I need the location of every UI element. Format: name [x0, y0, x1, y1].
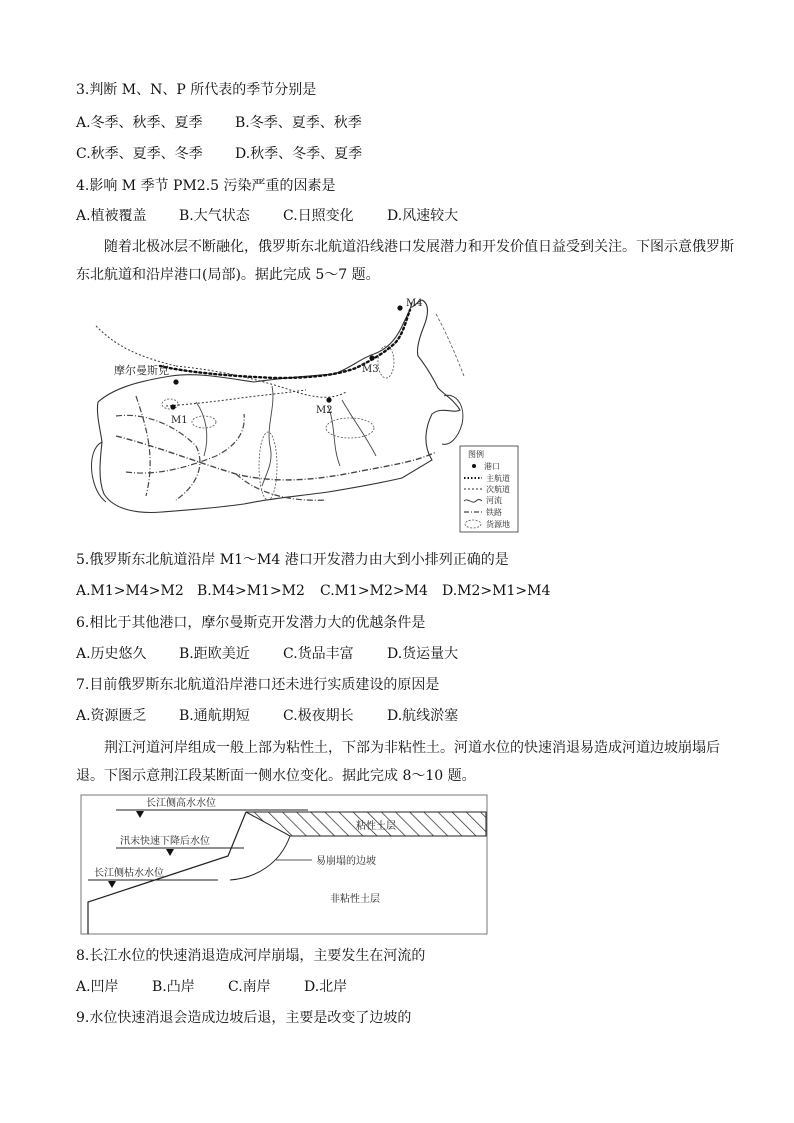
- label-m2: M2: [316, 405, 333, 416]
- q4-option-b: B.大气状态: [179, 208, 250, 224]
- russia-route-map: [76, 296, 522, 536]
- q7-stem: 7.目前俄罗斯东北航道沿岸港口还未进行实质建设的原因是: [76, 677, 440, 693]
- q3-option-a: A.冬季、秋季、夏季: [76, 115, 203, 131]
- q4-option-a: A.植被覆盖: [76, 208, 147, 224]
- fall-water-marker: [166, 849, 174, 856]
- legend-port-dot: [472, 464, 476, 468]
- q5-option-c: C.M1>M2>M4: [320, 583, 428, 599]
- q4-stem: 4.影响 M 季节 PM2.5 污染严重的因素是: [76, 178, 336, 194]
- map-legend: [460, 446, 518, 532]
- intro-text-jingjiang: 荆江河道河岸组成一般上部为粘性土，下部为非粘性土。河道水位的快速消退易造成河道边坡崩塌后退。下图示意荆江段某断面一侧水位变化。据此完成 8～10 题。: [76, 740, 720, 784]
- collapse-arc: [230, 836, 290, 880]
- q6-stem: 6.相比于其他港口，摩尔曼斯克开发潜力大的优越条件是: [76, 615, 426, 631]
- label-high-water: 长江侧高水水位: [146, 798, 216, 809]
- label-m1: M1: [171, 415, 188, 426]
- intro-text-russia: 随着北极冰层不断融化，俄罗斯东北航道沿线港口发展潜力和开发价值日益受到关注。下图示意俄罗斯东北航道和沿岸港口(局部)。据此完成 5～7 题。: [76, 239, 734, 283]
- port-m2: [326, 397, 331, 402]
- label-nonclay-layer: 非粘性土层: [330, 894, 380, 905]
- legend-port: 港口: [484, 462, 500, 471]
- low-water-marker: [108, 881, 116, 888]
- q3-option-d: D.秋季、冬季、夏季: [235, 146, 363, 162]
- q7-option-c: C.极夜期长: [283, 708, 354, 724]
- label-low-water: 长江侧枯水水位: [94, 868, 164, 879]
- railway-line: [116, 436, 436, 480]
- q3-stem: 3.判断 M、N、P 所代表的季节分别是: [76, 82, 317, 98]
- q4-option-d: D.风速较大: [387, 208, 459, 224]
- port-murmansk: [173, 379, 178, 384]
- q8-options: [76, 977, 736, 997]
- q3-option-b: B.冬季、夏季、秋季: [235, 115, 362, 131]
- q5-option-a: A.M1>M4>M2: [76, 583, 184, 599]
- q4-option-c: C.日照变化: [283, 208, 354, 224]
- label-m4: M4: [406, 298, 423, 309]
- q8-stem: 8.长江水位的快速消退造成河岸崩塌，主要发生在河流的: [76, 948, 426, 964]
- intro-paragraph-russia: [76, 233, 736, 289]
- port-m4: [397, 305, 402, 310]
- q5-option-d: D.M2>M1>M4: [442, 583, 551, 599]
- q8-option-d: D.北岸: [304, 979, 348, 995]
- q8-option-a: A.凹岸: [76, 979, 119, 995]
- q9-stem: 9.水位快速消退会造成边坡后退，主要是改变了边坡的: [76, 1010, 412, 1026]
- riverbank-section-diagram: [80, 794, 488, 936]
- port-m1: [170, 404, 175, 409]
- map-outline: [97, 300, 460, 512]
- label-slope: 易崩塌的边坡: [316, 856, 376, 867]
- label-m3: M3: [362, 364, 379, 375]
- legend-title: 图例: [468, 450, 484, 459]
- legend-source-label: 货源地: [486, 520, 510, 529]
- q4-options: [76, 206, 736, 226]
- q7-option-a: A.资源匮乏: [76, 708, 147, 724]
- q5-options: [76, 581, 736, 601]
- q8-option-c: C.南岸: [228, 979, 271, 995]
- q7-option-d: D.航线淤塞: [387, 708, 459, 724]
- high-water-marker: [136, 811, 144, 818]
- q8-option-b: B.凸岸: [152, 979, 195, 995]
- port-m3: [369, 355, 374, 360]
- q7-option-b: B.通航期短: [179, 708, 250, 724]
- secondary-route-line: [96, 326, 176, 366]
- q6-option-c: C.货品丰富: [283, 646, 354, 662]
- q6-option-a: A.历史悠久: [76, 646, 147, 662]
- q5-option-b: B.M4>M1>M2: [197, 583, 305, 599]
- legend-river-label: 河流: [486, 496, 502, 505]
- q3-options-2: [76, 144, 736, 164]
- label-murmansk: 摩尔曼斯克: [114, 364, 169, 377]
- label-fall-water: 汛末快速下降后水位: [120, 836, 210, 847]
- legend-secondary-route-label: 次航道: [486, 485, 510, 494]
- q3-options: [76, 113, 736, 133]
- q6-option-b: B.距欧美近: [179, 646, 250, 662]
- q5-stem: 5.俄罗斯东北航道沿岸 M1～M4 港口开发潜力由大到小排列正确的是: [76, 552, 509, 568]
- q6-options: [76, 644, 736, 664]
- q7-options: [76, 706, 736, 726]
- legend-main-route-label: 主航道: [486, 474, 510, 483]
- q6-option-d: D.货运量大: [387, 646, 459, 662]
- river-line: [262, 386, 273, 486]
- legend-railway-label: 铁路: [486, 508, 502, 517]
- intro-paragraph-jingjiang: [76, 734, 736, 790]
- label-clay-layer: 粘性土层: [356, 821, 396, 832]
- q3-option-c: C.秋季、夏季、冬季: [76, 146, 203, 162]
